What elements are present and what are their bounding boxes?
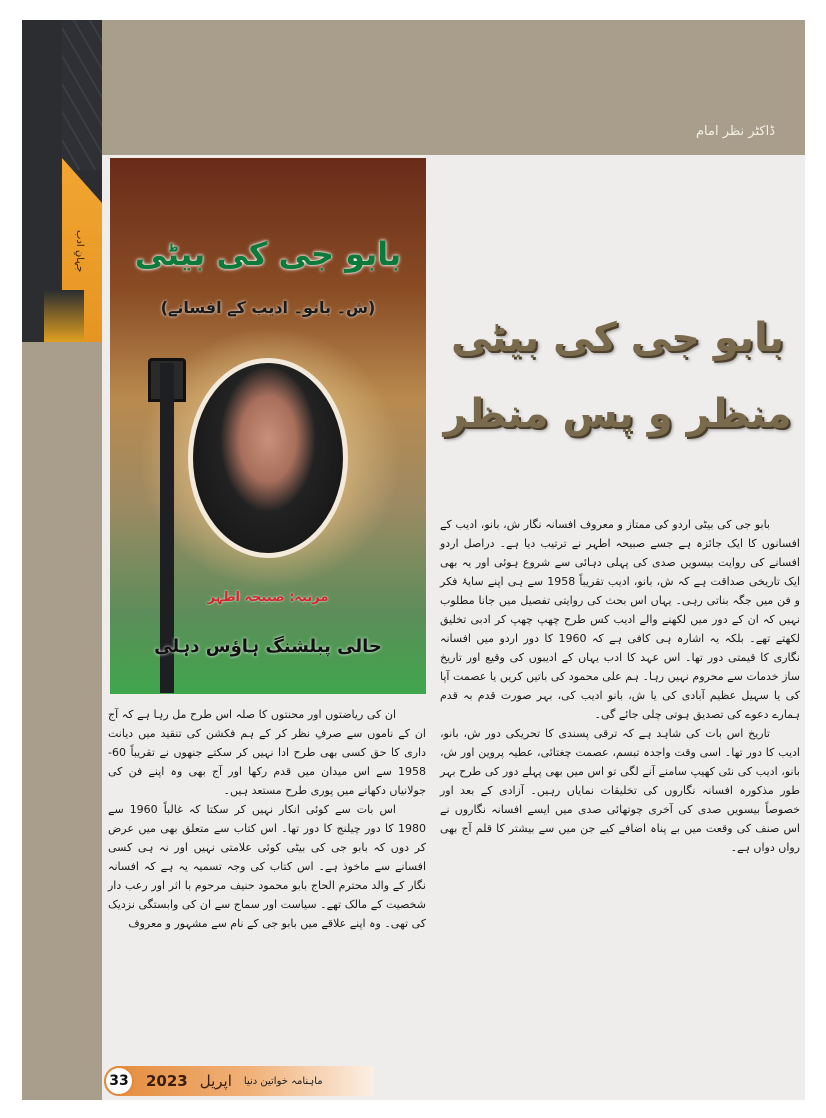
issue-year: 2023 bbox=[146, 1072, 188, 1090]
article-headline bbox=[440, 300, 795, 452]
section-tab-decoration bbox=[22, 20, 102, 342]
orange-glow bbox=[44, 290, 84, 342]
cover-title: بابو جی کی بیٹی bbox=[134, 235, 402, 273]
section-label: جہانِ ادب bbox=[74, 230, 85, 273]
headline-line-2: منظر و پس منظر bbox=[443, 391, 792, 437]
headline-line-1: بابو جی کی بیٹی bbox=[450, 315, 785, 361]
author-portrait bbox=[188, 358, 348, 558]
paragraph: بابو جی کی بیٹی اردو کی ممتاز و معروف افسانہ نگار ش، بانو، ادیب کے افسانوں کا ایک جائزہ ہے جسے صبیحہ اطہر نے ترتیب دیا ہے۔ دراصل اردو افسانے کی روایت بیسویں صدی کی پہلی دہائی سے شروع ہوئی اور یہ بھی ایک تاریخی صداقت ہے کہ ش، بانو، ادیب تقریباً 1958 سے ہی اپنے سایۂ فکر و فن میں جگہ بناتی رہی۔ یہاں اس بحث کی روایتی تفصیل میں جانا مطلوب نہیں کہ ان کے دور میں لکھنے والے ادیب کس طرح چھپ چھپ کر ادبی تخلیق لکھتے تھے۔ بلکہ یہ اشارہ ہی کافی ہے کہ 1960 کا دور اردو میں افسانہ نگاری کا قیمتی دور تھا۔ اس عہد کا ادب یہاں کے ادیبوں کی وقیع اور تاریخ ساز خدمات سے محروم نہیں رہا۔ ہم علی محمود کی باتیں کریں یا عصمت آپا کی یا سہیل عظیم آبادی کی یا ش، بانو ادیب کی، بہر صورت قدم بہ قدم ہمارے دعوے کی تصدیق ہوتی چلی جائے گی۔ bbox=[440, 518, 800, 721]
issue-month: اپریل bbox=[199, 1072, 232, 1090]
article-column-right bbox=[440, 515, 800, 857]
page-footer bbox=[104, 1066, 374, 1096]
hexagon-pattern bbox=[62, 20, 102, 170]
page-number: 33 bbox=[104, 1066, 134, 1096]
article-column-left bbox=[108, 705, 426, 933]
paragraph: تاریخ اس بات کی شاہد ہے کہ ترقی پسندی کا تحریکی دور ش، بانو، ادیب کا دور تھا۔ اسی وقت واجدہ تبسم، عصمت چغتائی، عطیہ پروین اور ش، بانو، ادیب کی نئی کھیپ سامنے آنے لگی تو اس میں بھی پہلے دور کی طرح بہر طور مذکورہ افسانہ نگاروں کی تخلیقات نمایاں رہیں۔ آزادی کے بعد اور خصوصاً بیسویں صدی کی آخری چوتھائی صدی میں ایسے افسانہ نگاروں نے اس صنف کی وقعت میں بے پناہ اضافے کیے جن میں سے بیشتر کا قلم آج بھی رواں دواں ہے۔ bbox=[440, 727, 800, 854]
cover-editor: مرتبہ: صبیحہ اطہر bbox=[207, 590, 329, 605]
header-band bbox=[102, 20, 805, 155]
magazine-name: ماہنامہ خواتین دنیا bbox=[243, 1075, 323, 1087]
cover-publisher: حالی پبلشنگ ہاؤس دہلی bbox=[154, 636, 382, 657]
paragraph: اس بات سے کوئی انکار نہیں کر سکتا کہ غالباً 1960 سے 1980 کا دور چیلنج کا دور تھا۔ اس کتاب سے متعلق بھی میں عرض کر دوں کہ بابو جی کی بیٹی کوئی علامتی نہیں اور نہ ہی کسی افسانے سے ماخوذ ہے۔ اس کتاب کی وجہ تسمیہ یہ ہے کہ افسانہ نگار کے والد محترم الحاج بابو محمود حنیف مرحوم با اثر اور رعب دار شخصیت کے مالک تھے۔ سیاست اور سماج سے ان کی وابستگی نزدیک کی تھی۔ وہ اپنے علاقے میں بابو جی کے نام سے مشہور و معروف bbox=[108, 803, 426, 930]
book-cover-image bbox=[110, 158, 426, 694]
author-name: ڈاکٹر نظر امام bbox=[696, 124, 775, 139]
cover-subtitle: (ش۔ بانو۔ ادیب کے افسانے) bbox=[160, 298, 376, 317]
paragraph: ان کی ریاضتوں اور محنتوں کا صلہ اس طرح مل رہا ہے کہ آج ان کے ناموں سے صرفِ نظر کر کے ہم فکشن کی تنقید میں دیانت داری کا حق کسی بھی طرح ادا نہیں کر سکتے جنھوں نے تقریباً 60-1958 سے اس میدان میں قدم رکھا اور آج بھی وہ اپنے فن کی جولانیاں دکھانے میں پوری طرح مستعد ہیں۔ bbox=[108, 708, 426, 797]
